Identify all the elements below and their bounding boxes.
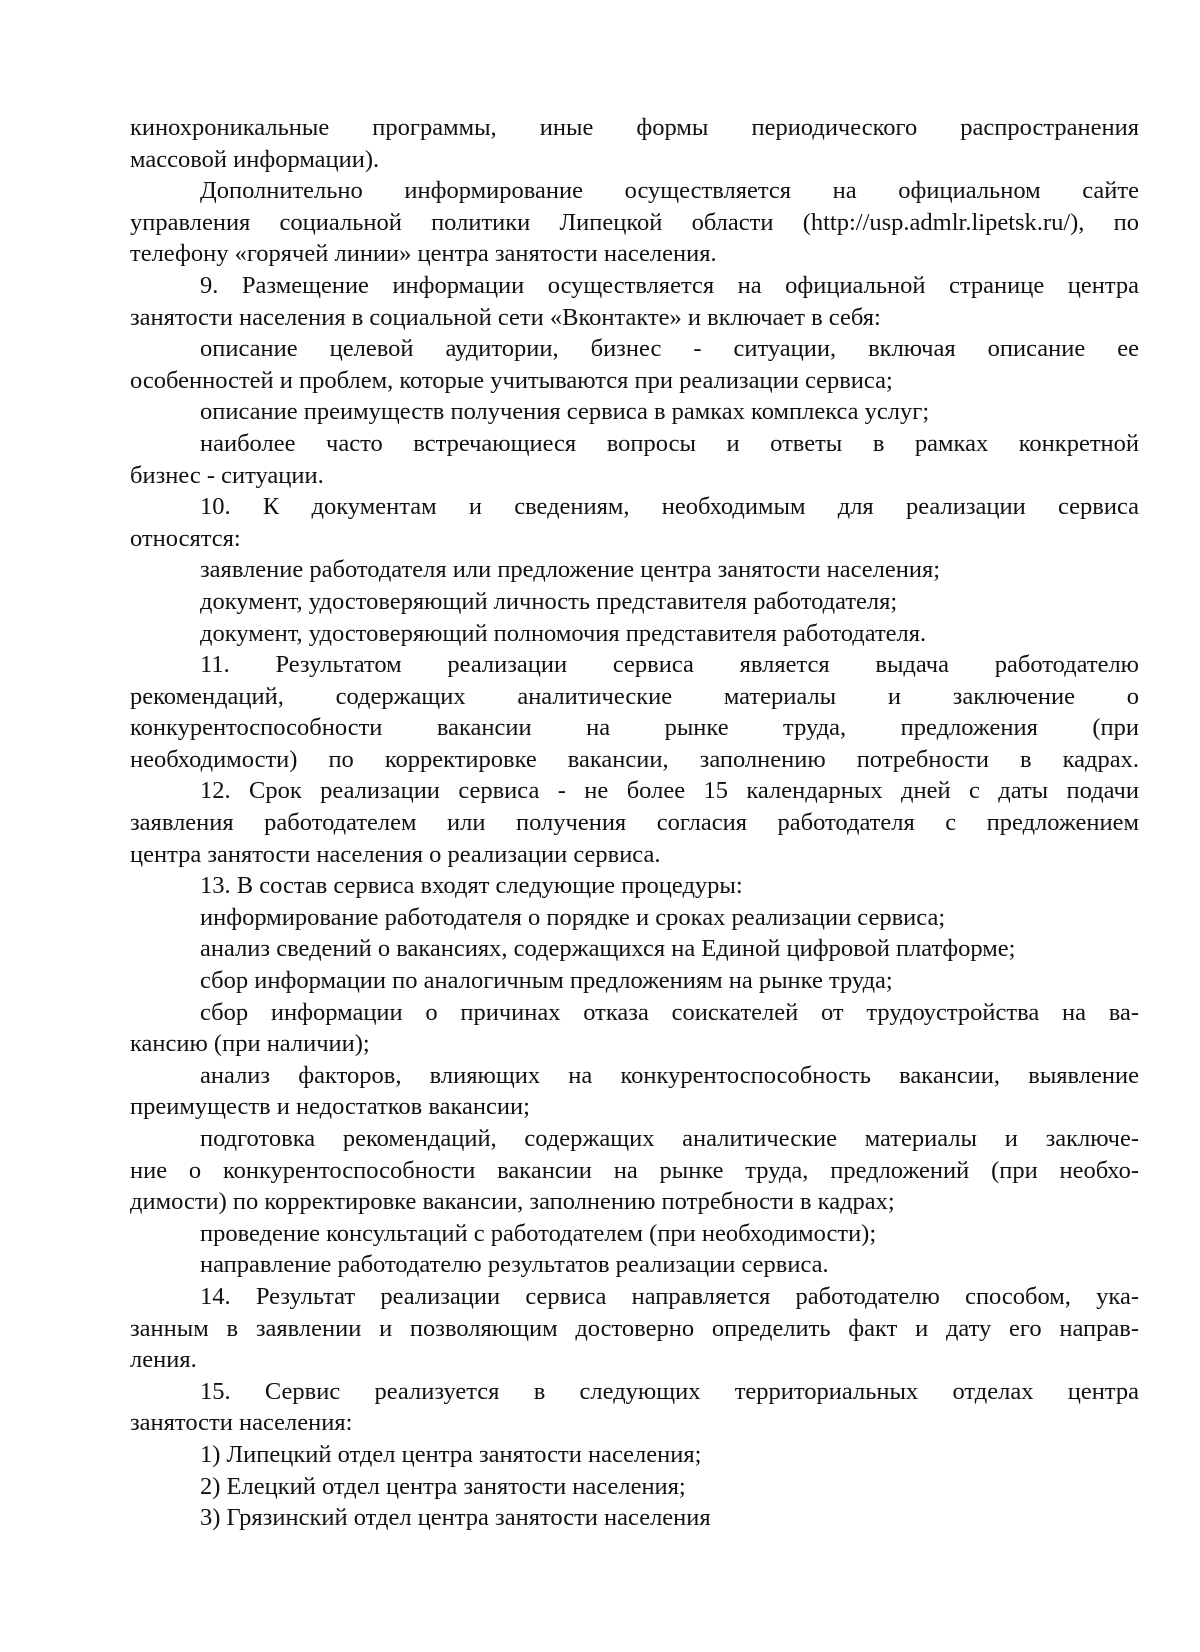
document-line: информирование работодателя о порядке и сроках реализации сервиса; (200, 903, 946, 931)
document-line: 2) Елецкий отдел центра занятости населения; (200, 1472, 686, 1500)
document-line: сбор информации о причинах отказа соискателей от трудоустройства на ва- (200, 998, 1139, 1026)
document-line: занятости населения в социальной сети «Вконтакте» и включает в себя: (130, 303, 881, 331)
document-line: заявления работодателем или получения согласия работодателя с предложением (130, 809, 1139, 837)
document-line: 12. Срок реализации сервиса - не более 15 календарных дней с даты подачи (200, 777, 1139, 805)
document-line: заявление работодателя или предложение центра занятости населения; (200, 556, 941, 584)
document-line: необходимости) по корректировке вакансии, заполнению потребности в кадрах. (130, 745, 1139, 773)
document-line: описание преимуществ получения сервиса в рамках комплекса услуг; (200, 398, 930, 426)
document-line: кансию (при наличии); (130, 1030, 370, 1058)
document-line: массовой информации). (130, 145, 380, 173)
document-line: ние о конкурентоспособности вакансии на рынке труда, предложений (при необхо- (130, 1156, 1139, 1184)
document-line: центра занятости населения о реализации сервиса. (130, 840, 661, 868)
document-line: бизнес - ситуации. (130, 461, 324, 489)
document-line: особенностей и проблем, которые учитываются при реализации сервиса; (130, 366, 893, 394)
document-line: относятся: (130, 524, 241, 552)
document-line: 13. В состав сервиса входят следующие процедуры: (200, 872, 743, 900)
document-line: димости) по корректировке вакансии, заполнению потребности в кадрах; (130, 1188, 895, 1216)
document-line: конкурентоспособности вакансии на рынке труда, предложения (при (130, 714, 1139, 742)
document-line: 14. Результат реализации сервиса направляется работодателю способом, ука- (200, 1282, 1139, 1310)
document-line: занятости населения: (130, 1409, 353, 1437)
document-line: подготовка рекомендаций, содержащих аналитические материалы и заключе- (200, 1125, 1139, 1152)
document-line: описание целевой аудитории, бизнес - ситуации, включая описание ее (200, 335, 1139, 363)
document-line: 11. Результатом реализации сервиса является выдача работодателю (200, 651, 1139, 679)
document-line: анализ факторов, влияющих на конкурентоспособность вакансии, выявление (200, 1061, 1139, 1089)
document-line: кинохроникальные программы, иные формы периодического распространения (130, 114, 1139, 141)
document-line: 1) Липецкий отдел центра занятости населения; (200, 1440, 702, 1468)
document-line: документ, удостоверяющий полномочия представителя работодателя. (200, 619, 927, 647)
document-line: Дополнительно информирование осуществляется на официальном сайте (200, 177, 1139, 205)
document-line: наиболее часто встречающиеся вопросы и ответы в рамках конкретной (200, 429, 1139, 457)
document-line: управления социальной политики Липецкой области (http://usp.admlr.lipetsk.ru/), по (130, 208, 1139, 236)
document-line: преимуществ и недостатков вакансии; (130, 1093, 530, 1121)
document-line: документ, удостоверяющий личность представителя работодателя; (200, 587, 898, 615)
document-line: ления. (130, 1346, 197, 1374)
document-line: 3) Грязинский отдел центра занятости населения (200, 1504, 711, 1532)
document-body (130, 112, 1139, 1534)
document-line: 15. Сервис реализуется в следующих территориальных отделах центра (200, 1377, 1139, 1405)
document-line: рекомендаций, содержащих аналитические материалы и заключение о (130, 682, 1139, 710)
document-line: направление работодателю результатов реализации сервиса. (200, 1251, 829, 1279)
document-line: анализ сведений о вакансиях, содержащихся на Единой цифровой платформе; (200, 935, 1016, 963)
document-line: телефону «горячей линии» центра занятости населения. (130, 240, 717, 268)
document-line: занным в заявлении и позволяющим достоверно определить факт и дату его направ- (130, 1314, 1139, 1342)
document-line: сбор информации по аналогичным предложениям на рынке труда; (200, 967, 893, 995)
document-line: проведение консультаций с работодателем (при необходимости); (200, 1219, 877, 1247)
document-line: 10. К документам и сведениям, необходимым для реализации сервиса (200, 493, 1139, 521)
document-line: 9. Размещение информации осуществляется на официальной странице центра (200, 271, 1139, 299)
